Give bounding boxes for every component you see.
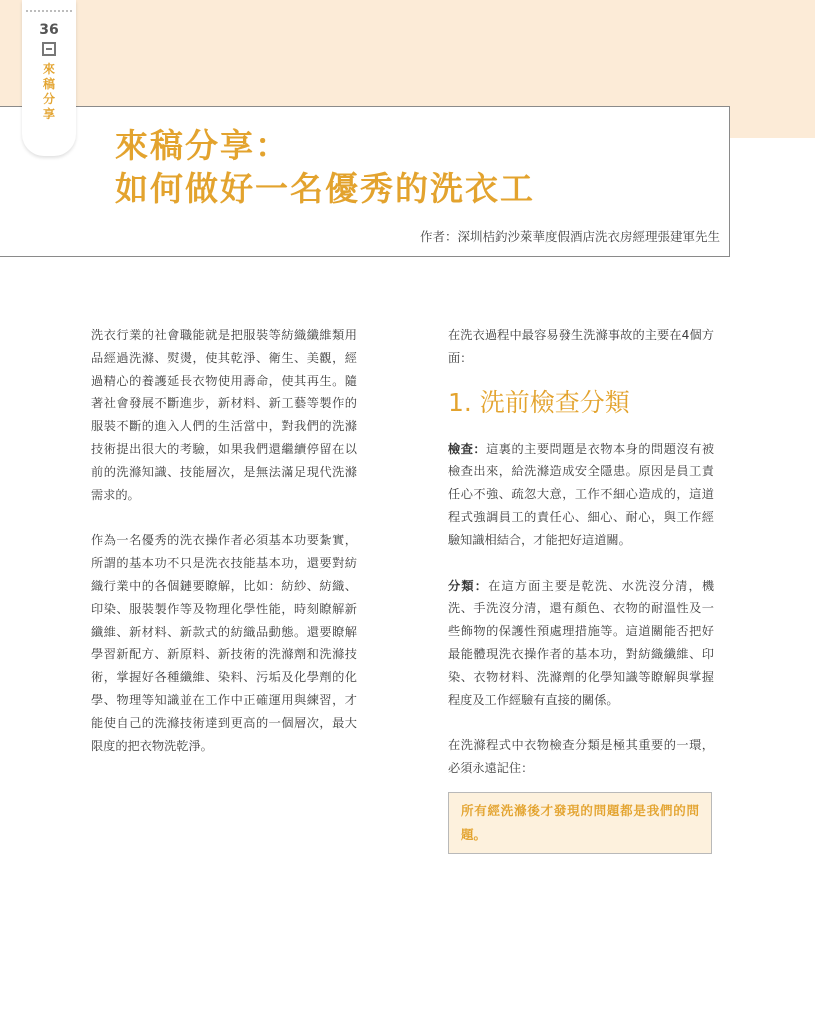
right-column [448,324,714,854]
page-tab [22,0,76,156]
sort-text: 在這方面主要是乾洗、水洗沒分清，機洗、手洗沒分清，還有顏色、衣物的耐溫性及一些飾物的保護性預處理措施等。這道關能否把好最能體現洗衣操作者的基本功，對紡織纖維、印染、衣物材料、洗滌劑的化學知識等瞭解與掌握程度及工作經驗有直接的關係。 [448,578,715,707]
highlight-box: 所有經洗滌後才發現的問題都是我們的問題。 [448,792,712,854]
left-column [91,324,357,757]
check-text: 這裏的主要問題是衣物本身的問題沒有被檢查出來，給洗滌造成安全隱患。原因是員工責任心不強、疏忽大意，工作不細心造成的，這道程式強調員工的責任心、細心、耐心，與工作經驗知識相結合，才能把好這道關。 [448,441,715,547]
body-paragraph: 洗衣行業的社會職能就是把服裝等紡織纖維類用品經過洗滌、熨燙，使其乾淨、衛生、美觀，經過精心的養護延長衣物使用壽命，使其再生。隨著社會發展不斷進步，新材料、新工藝等製作的服裝不斷的進入人們的生活當中，對我們的洗滌技術提出很大的考驗，如果我們還繼續停留在以前的洗滌知識、技能層次，是無法滿足現代洗滌需求的。 [91,328,357,502]
section-icon [42,42,56,56]
title-line-2: 如何做好一名優秀的洗衣工 [115,169,535,208]
check-keyword: 檢查： [448,441,487,456]
check-paragraph [448,438,714,552]
sort-keyword: 分類： [448,578,489,593]
author-byline: 作者：深圳桔釣沙萊華度假酒店洗衣房經理張建軍先生 [419,229,720,244]
section-label: 來稿分享 [42,62,55,121]
section-subheading: 1. 洗前檢查分類 [448,387,630,417]
body-paragraph: 作為一名優秀的洗衣操作者必須基本功要紮實，所謂的基本功不只是洗衣技能基本功，還要對紡織行業中的各個鏈要瞭解，比如：紡紗、紡織、印染、服裝製作等及物理化學性能，時刻瞭解新纖維、新材料、新款式的紡織品動態。還要瞭解學習新配方、新原料、新技術的洗滌劑和洗滌技術，掌握好各種纖維、染料、污垢及化學劑的化學、物理等知識並在工作中正確運用與練習，才能使自己的洗滌技術達到更高的一個層次，最大限度的把衣物洗乾淨。 [91,533,357,753]
title-line-1: 來稿分享： [115,126,290,165]
page-title [115,124,535,210]
intro-paragraph: 在洗衣過程中最容易發生洗滌事故的主要在4個方面： [448,328,714,365]
sort-paragraph [448,575,714,712]
tab-dotted-line [26,10,72,12]
page-number: 36 [39,22,59,38]
closing-paragraph: 在洗滌程式中衣物檢查分類是極其重要的一環，必須永遠記住： [448,738,714,776]
